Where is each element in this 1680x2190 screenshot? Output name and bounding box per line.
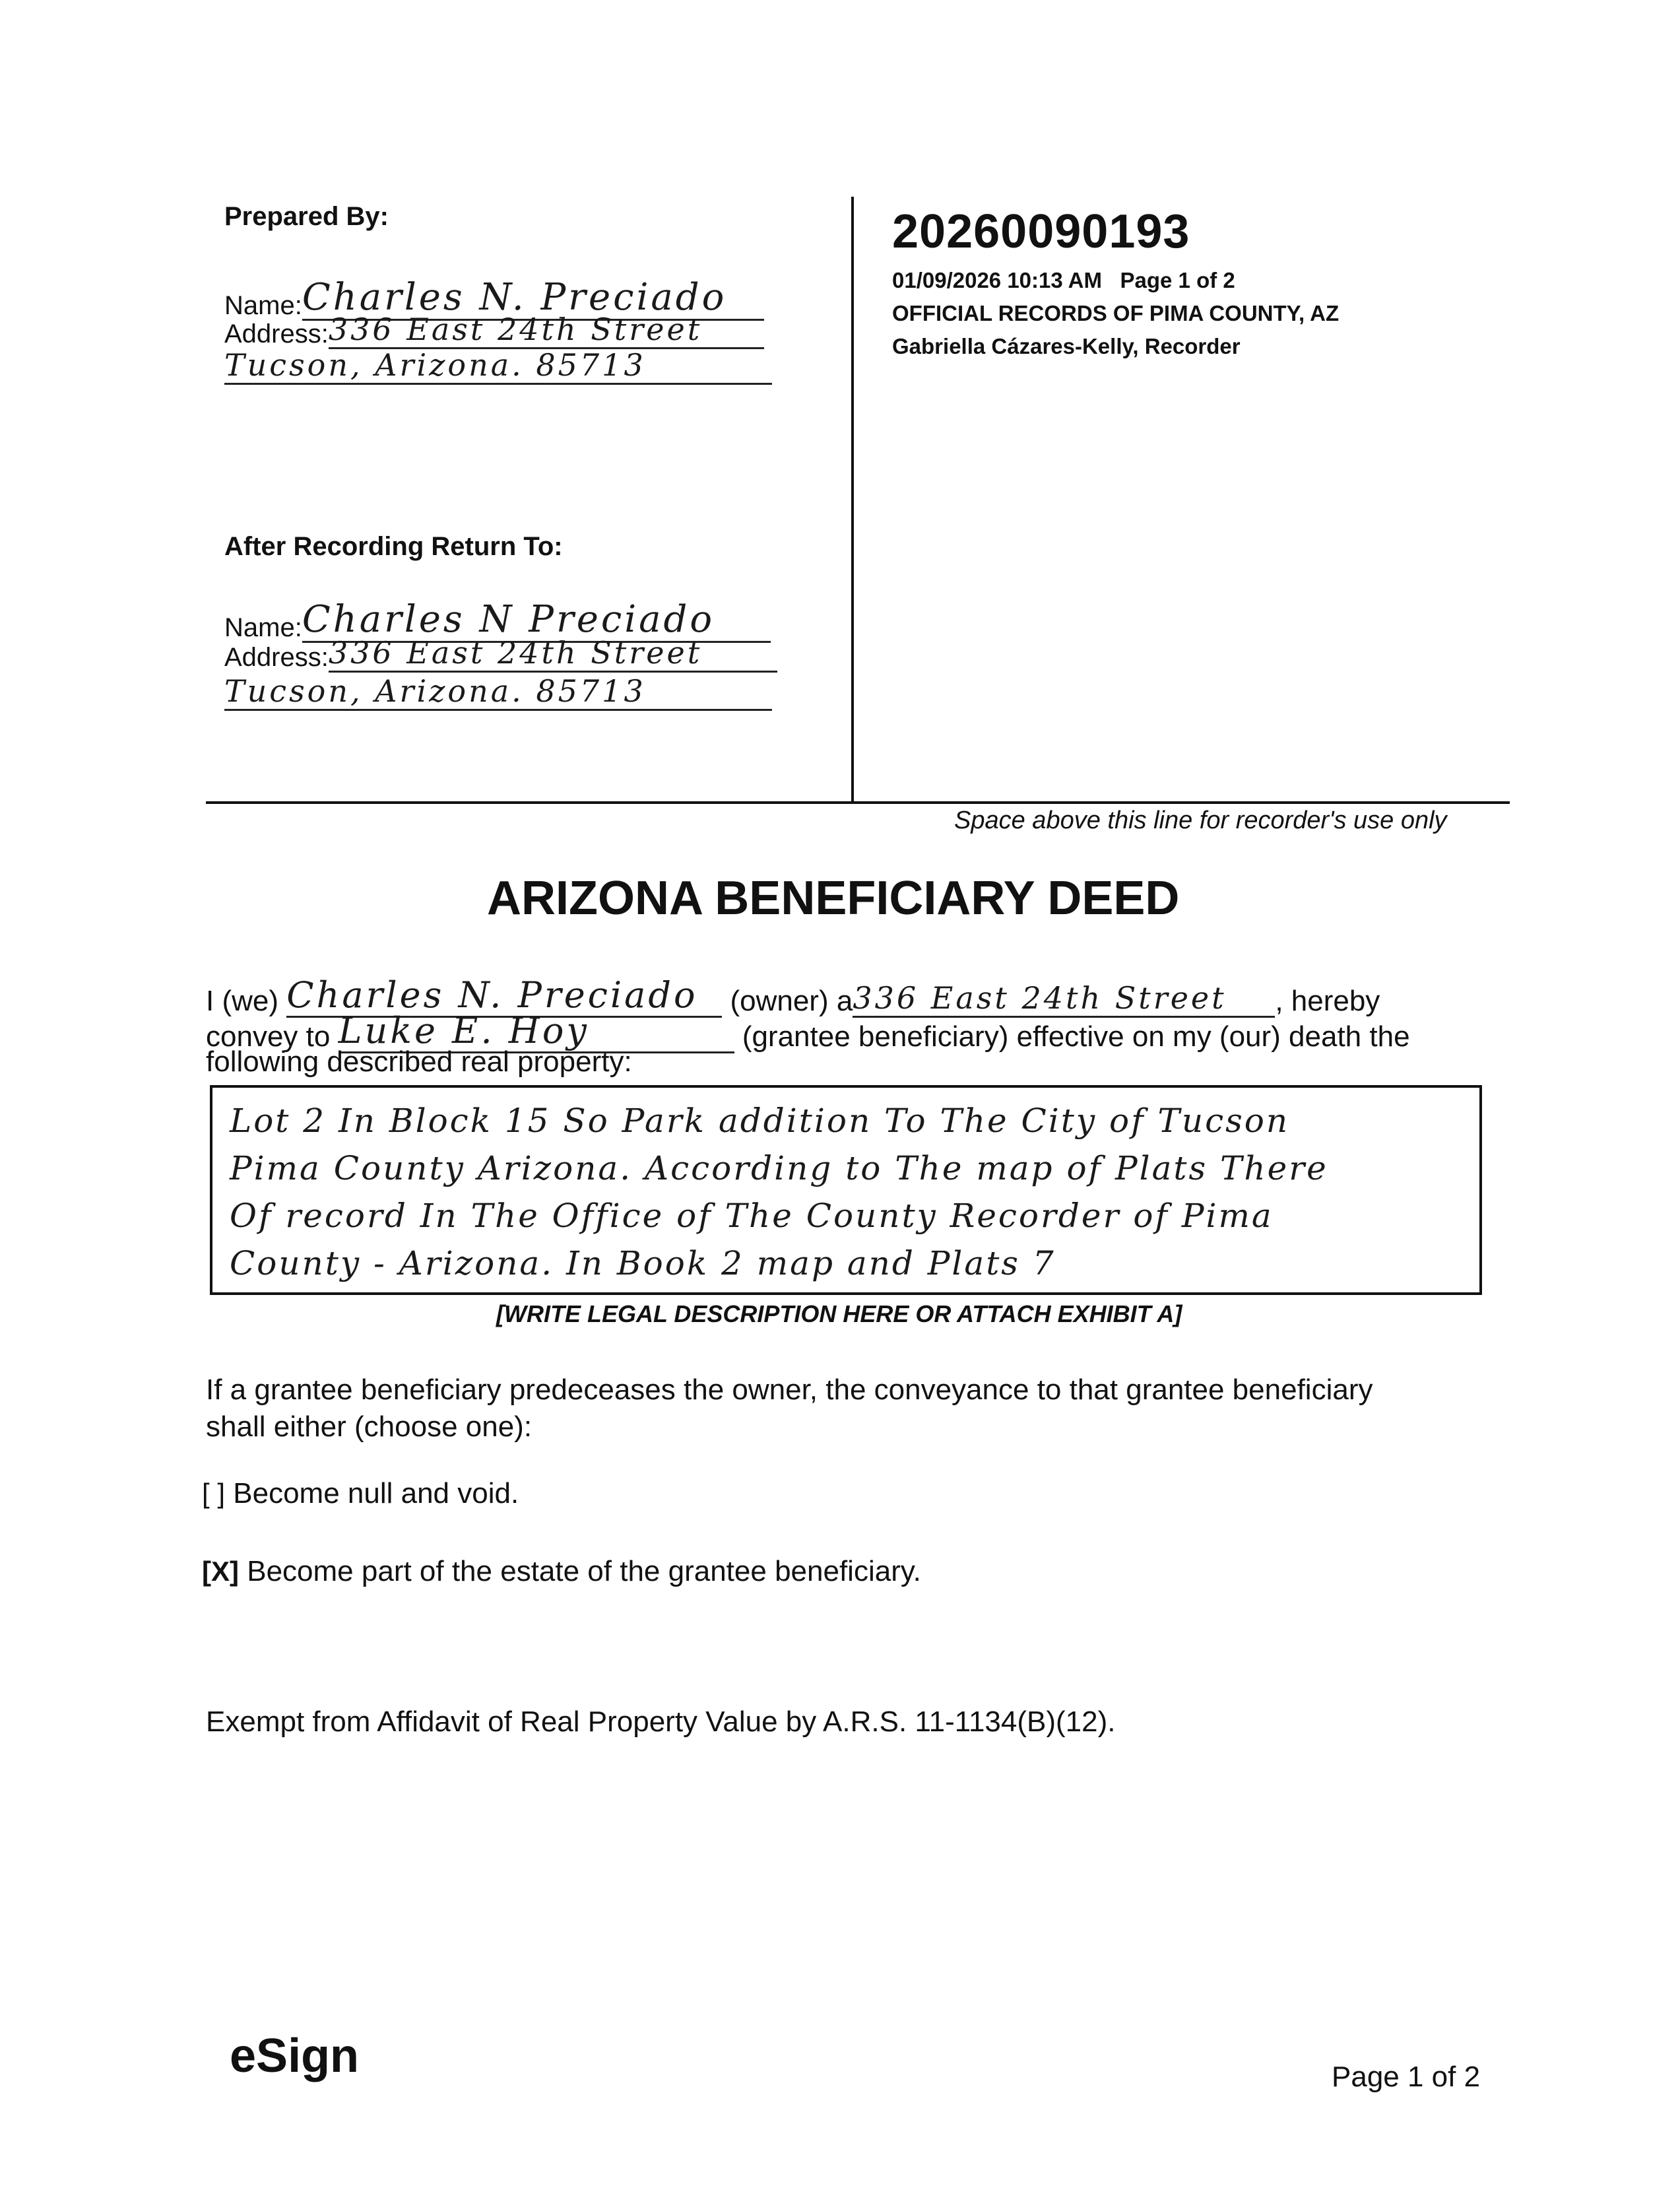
prepared-by-address-row: [224, 312, 764, 349]
prepared-by-address-label: Address:: [224, 319, 329, 348]
i-we-label: I (we): [206, 985, 278, 1017]
recording-office: OFFICIAL RECORDS OF PIMA COUNTY, AZ: [892, 301, 1340, 325]
return-to-address-row: [224, 635, 777, 673]
prepared-by-name-label: Name:: [224, 291, 302, 320]
return-to-address-line1: 336 East 24th Street: [329, 635, 777, 673]
recorder-space-divider: [206, 801, 1510, 804]
prepared-by-name-value: Charles N. Preciado: [302, 276, 764, 321]
option-null-void[interactable]: [202, 1477, 519, 1510]
legal-description-line2: Pima County Arizona. According to The map of Plats There: [230, 1149, 1328, 1187]
recording-number: 20260090193: [892, 205, 1190, 258]
option-estate-checkbox[interactable]: [X]: [202, 1556, 239, 1587]
grantee-name: Luke E. Hoy: [339, 1010, 734, 1053]
esign-logo: eSign: [230, 2030, 360, 2082]
option-estate[interactable]: [202, 1555, 921, 1588]
hereby-label: , hereby: [1275, 985, 1380, 1017]
prepared-by-address-line2: Tucson, Arizona. 85713: [224, 347, 772, 385]
exempt-statement: Exempt from Affidavit of Real Property Value by A.R.S. 11-1134(B)(12).: [206, 1706, 1116, 1738]
legal-description-line1: Lot 2 In Block 15 So Park addition To The City of Tucson: [230, 1102, 1290, 1140]
following-described-text: following described real property:: [206, 1045, 632, 1078]
option-null-void-checkbox[interactable]: [ ]: [202, 1478, 226, 1509]
recording-recorder: Gabriella Cázares-Kelly, Recorder: [892, 334, 1241, 358]
legal-description-line4: County - Arizona. In Book 2 map and Plats 7: [230, 1244, 1056, 1282]
return-to-heading: After Recording Return To:: [224, 532, 563, 561]
return-to-address-line2: Tucson, Arizona. 85713: [224, 673, 772, 711]
predecease-paragraph: [206, 1372, 1373, 1445]
prepared-by-heading: Prepared By:: [224, 202, 389, 231]
owner-address: 336 East 24th Street: [853, 980, 1275, 1018]
return-to-name-value: Charles N Preciado: [302, 598, 771, 643]
recording-datetime-page: 01/09/2026 10:13 AM Page 1 of 2: [892, 268, 1235, 292]
prepared-by-address-line1: 336 East 24th Street: [329, 312, 764, 349]
option-null-void-label: Become null and void.: [233, 1477, 519, 1510]
predecease-text-line2: shall either (choose one):: [206, 1410, 533, 1443]
predecease-text-line1: If a grantee beneficiary predeceases the owner, the conveyance to that grantee beneficiary: [206, 1374, 1373, 1406]
return-to-name-label: Name:: [224, 613, 302, 642]
legal-description-line3: Of record In The Office of The County Recorder of Pima: [230, 1197, 1274, 1235]
vertical-divider: [851, 197, 854, 803]
option-estate-label: Become part of the estate of the grantee beneficiary.: [247, 1555, 921, 1587]
page-number: Page 1 of 2: [1332, 2061, 1481, 2093]
legal-description-caption: [WRITE LEGAL DESCRIPTION HERE OR ATTACH EXHIBIT A]: [496, 1300, 1182, 1327]
convey-to-label: convey to: [206, 1020, 331, 1053]
owner-label: (owner) a: [730, 985, 853, 1017]
return-to-address-row2: [224, 673, 772, 711]
grantee-label: (grantee beneficiary) effective on my (our) death the: [742, 1020, 1410, 1053]
legal-description-box: [210, 1085, 1482, 1295]
recorder-note: Space above this line for recorder's use only: [954, 807, 1447, 834]
page-title: ARIZONA BENEFICIARY DEED: [487, 872, 1180, 925]
prepared-by-address-row2: [224, 347, 772, 385]
return-to-address-label: Address:: [224, 643, 329, 672]
owner-name: Charles N. Preciado: [286, 974, 722, 1018]
